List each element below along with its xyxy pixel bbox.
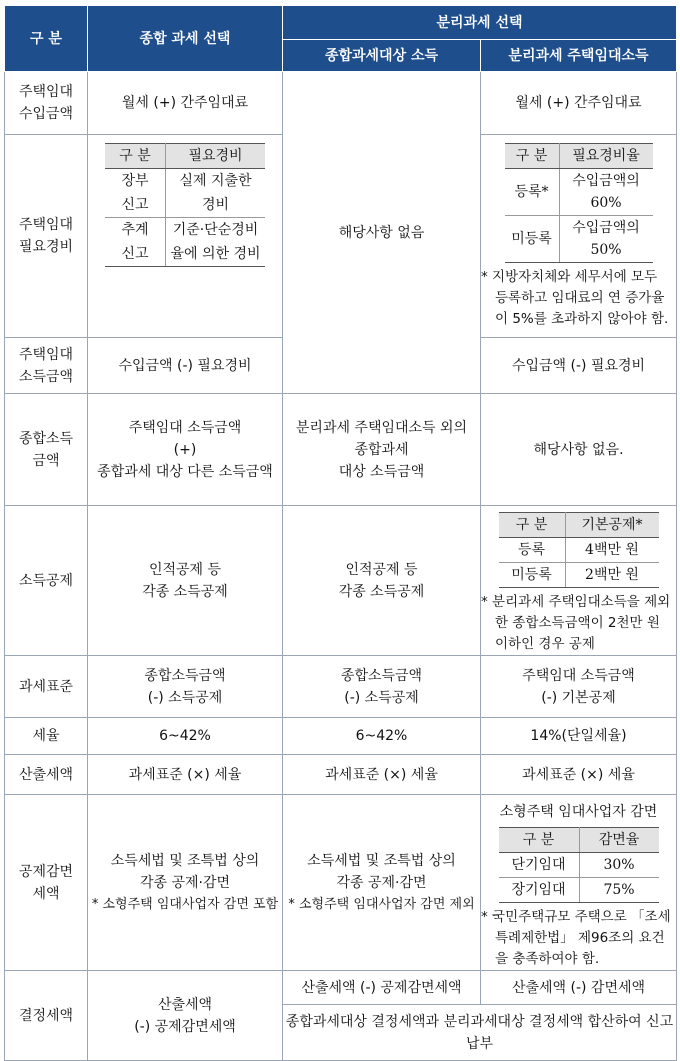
inner-cell — [559, 169, 653, 216]
inner-head: 구 분 — [105, 144, 166, 169]
inner-cell: 율에 의한 경비 — [166, 242, 266, 267]
row-label-line: 공제감면 — [18, 863, 74, 880]
inner-head: 필요경비 — [166, 144, 266, 169]
cell-line: 종합과세 대상 다른 소득금액 — [97, 463, 273, 480]
inner-cell: 신고 — [105, 193, 166, 218]
final-jonghap — [88, 971, 283, 1061]
cell-line: 주택임대 소득금액 — [522, 667, 635, 684]
row-label-reduce — [5, 795, 88, 971]
row-label-expense — [5, 135, 88, 338]
row-label-deduct: 소득공제 — [5, 506, 88, 656]
cell-line: (-) 소득공제 — [147, 689, 223, 706]
row-label-line: 주택임대 — [18, 217, 74, 233]
expense-jonghap — [88, 135, 283, 338]
row-label-base: 과세표준 — [5, 656, 88, 718]
reduce-table-title: 소형주택 임대사업자 감면 — [499, 804, 658, 820]
expense-rate-table — [505, 143, 653, 263]
inner-head: 감면율 — [579, 828, 659, 853]
cell-line: * 소형주택 임대사업자 감면 포함 — [91, 896, 279, 912]
profit-bunri-sub2: 수입금액 (-) 필요경비 — [481, 338, 677, 394]
reduce-jonghap — [88, 795, 283, 971]
inner-cell: 기준·단순경비 — [172, 222, 259, 238]
cell-line: (-) 기본공제 — [541, 689, 616, 706]
inner-head: 구 분 — [499, 513, 566, 538]
inner-cell: 경비 — [166, 193, 266, 218]
row-label-line: 종합소득 — [18, 430, 74, 447]
final-bunri-combined: 종합과세대상 결정세액과 분리과세대상 결정세액 합산하여 신고납부 — [283, 1005, 677, 1061]
inner-cell: 미등록 — [499, 563, 566, 588]
total-bunri-sub2: 해당사항 없음. — [481, 394, 677, 506]
expense-bunri-sub2 — [481, 135, 677, 338]
inner-cell: 장기임대 — [499, 878, 580, 903]
deduct-note: * 분리과세 주택임대소득을 제외한 종합소득금액이 2천만 원 이하인 경우 공제 — [481, 594, 671, 652]
deduct-bunri-sub1 — [283, 506, 481, 656]
inner-cell: 75% — [579, 878, 659, 903]
deduct-bunri-sub2 — [481, 506, 677, 656]
cell-line: 각종 공제·감면 — [139, 874, 231, 891]
cell-line: * 소형주택 임대사업자 감면 제외 — [288, 896, 475, 912]
row-label-calc: 산출세액 — [5, 755, 88, 795]
base-bunri-sub2 — [481, 656, 677, 718]
calc-bunri-sub2: 과세표준 (×) 세율 — [481, 755, 677, 795]
calc-jonghap: 과세표준 (×) 세율 — [88, 755, 283, 795]
reduce-bunri-sub1 — [283, 795, 481, 971]
inner-line: 50% — [590, 242, 622, 258]
total-bunri-sub1 — [283, 394, 481, 506]
final-bunri-sub2: 산출세액 (-) 감면세액 — [481, 971, 677, 1005]
row-label-line: 소득금액 — [18, 368, 74, 385]
inner-cell: 추계 — [105, 218, 166, 243]
reduce-bunri-sub2 — [481, 795, 677, 971]
calc-bunri-sub1: 과세표준 (×) 세율 — [283, 755, 481, 795]
cell-line: 종합과세 — [354, 441, 409, 458]
rate-jonghap: 6~42% — [88, 718, 283, 755]
row-label-line: 금액 — [32, 452, 60, 469]
total-jonghap — [88, 394, 283, 506]
inner-cell: 단기임대 — [499, 853, 580, 878]
tax-comparison-table — [4, 5, 677, 1061]
inner-head: 구 분 — [505, 144, 560, 169]
cell-line: 각종 소득공제 — [338, 583, 425, 600]
cell-line: 인적공제 등 — [345, 561, 418, 578]
inner-cell: 등록 — [499, 538, 566, 563]
expense-note: * 지방자치체와 세무서에 모두 등록하고 임대료의 연 증가율이 5%를 초과하지 않아야 함. — [481, 269, 669, 327]
income-jonghap: 월세 (+) 간주임대료 — [88, 72, 283, 135]
inner-head: 구 분 — [499, 828, 580, 853]
row-label-line: 수입금액 — [18, 106, 74, 122]
inner-line: 수입금액의 — [572, 173, 640, 189]
cell-line: 분리과세 주택임대소득 외의 — [295, 419, 468, 436]
row-label-total — [5, 394, 88, 506]
cell-line: 각종 소득공제 — [142, 583, 228, 600]
cell-line: 소득세법 및 조특법 상의 — [307, 852, 456, 869]
cell-line: 종합소득금액 — [144, 667, 226, 684]
cell-line: 인적공제 등 — [148, 561, 222, 578]
base-jonghap — [88, 656, 283, 718]
header-gubun: 구 분 — [5, 6, 88, 72]
income-bunri-sub2: 월세 (+) 간주임대료 — [481, 72, 677, 135]
inner-cell: 2백만 원 — [565, 563, 659, 588]
header-bunri-sub1: 종합과세대상 소득 — [283, 40, 481, 72]
inner-cell: 신고 — [105, 242, 166, 267]
profit-jonghap: 수입금액 (-) 필요경비 — [88, 338, 283, 394]
row-label-line: 세액 — [32, 885, 60, 902]
final-bunri-sub1: 산출세액 (-) 공제감면세액 — [283, 971, 481, 1005]
inner-cell: 등록* — [505, 169, 560, 216]
row-label-line: 주택임대 — [18, 346, 74, 363]
inner-cell: 4백만 원 — [565, 538, 659, 563]
row-label-income — [5, 72, 88, 135]
base-bunri-sub1 — [283, 656, 481, 718]
cell-line: 각종 공제·감면 — [336, 874, 427, 891]
header-bunri: 분리과세 선택 — [283, 6, 677, 40]
rate-bunri-sub1: 6~42% — [283, 718, 481, 755]
header-bunri-sub2: 분리과세 주택임대소득 — [481, 40, 677, 72]
inner-cell: 30% — [579, 853, 659, 878]
cell-line: (-) 소득공제 — [344, 689, 419, 706]
rate-bunri-sub2: 14%(단일세율) — [481, 718, 677, 755]
expense-inner-table — [105, 143, 265, 267]
deduct-jonghap — [88, 506, 283, 656]
inner-line: 60% — [590, 195, 622, 211]
cell-line: (-) 공제감면세액 — [134, 1018, 236, 1035]
row-label-final: 결정세액 — [5, 971, 88, 1061]
inner-head: 필요경비율 — [559, 144, 653, 169]
row-label-rate: 세율 — [5, 718, 88, 755]
inner-head: 기본공제* — [565, 513, 659, 538]
inner-line: 수입금액의 — [572, 220, 640, 236]
cell-line: 주택임대 소득금액 — [128, 419, 242, 436]
cell-line: 산출세액 — [157, 996, 213, 1013]
expense-bunri-sub1: 해당사항 없음 — [283, 72, 481, 394]
cell-line: 소득세법 및 조특법 상의 — [110, 852, 260, 869]
cell-line: 대상 소득금액 — [338, 463, 425, 480]
inner-cell: 장부 — [105, 169, 166, 194]
row-label-profit — [5, 338, 88, 394]
header-jonghap: 종합 과세 선택 — [88, 6, 283, 72]
row-label-line: 필요경비 — [18, 239, 74, 255]
inner-cell: 미등록 — [505, 216, 560, 263]
reduce-note: * 국민주택규모 주택으로 「조세특례제한법」 제96조의 요건을 충족하여야 함. — [481, 909, 671, 967]
cell-line: 종합소득금액 — [340, 667, 423, 684]
inner-cell: 실제 지출한 — [179, 173, 252, 189]
cell-line: (+) — [173, 441, 197, 458]
reduce-inner-table — [499, 827, 659, 903]
inner-cell — [559, 216, 653, 263]
deduct-inner-table — [499, 512, 659, 588]
row-label-line: 주택임대 — [18, 84, 74, 100]
